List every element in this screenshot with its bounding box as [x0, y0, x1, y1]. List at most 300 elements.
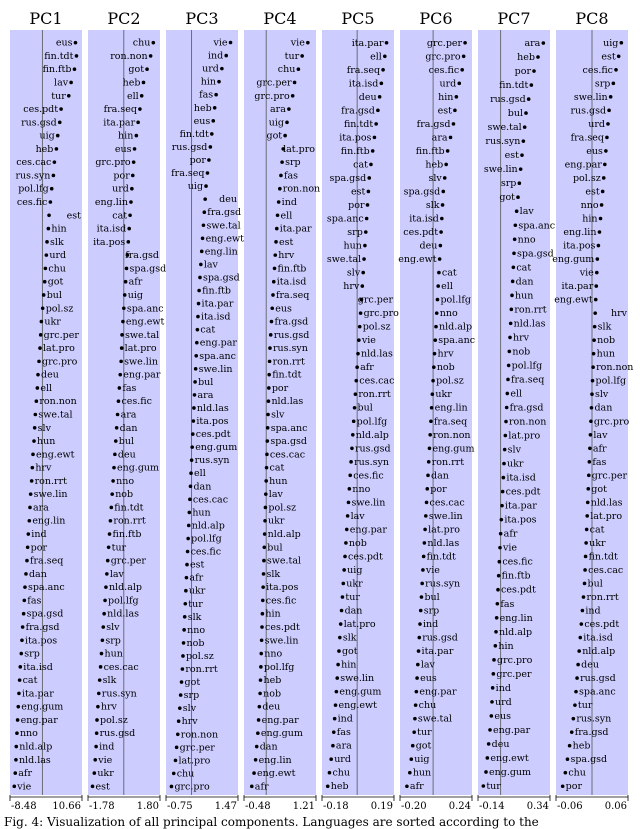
point-label: grc.per [43, 329, 79, 341]
point-label: lav [203, 259, 218, 271]
point-label: heb [517, 52, 535, 64]
data-point [597, 244, 601, 248]
data-point [332, 730, 336, 734]
data-point [585, 528, 589, 532]
data-point [33, 426, 37, 430]
point-label: hin [51, 223, 67, 235]
point-label: cat [589, 524, 605, 536]
data-point [408, 771, 412, 775]
point-label: ind [31, 529, 47, 541]
data-point [152, 41, 156, 45]
data-point [574, 690, 578, 694]
data-point [527, 97, 531, 101]
data-point [499, 532, 503, 536]
point-label: nld.alp [108, 582, 142, 594]
point-label: grc.pro [593, 416, 630, 428]
point-label: fin.ftb [277, 263, 307, 275]
point-label: eng.lin [204, 246, 238, 258]
point-label: fra.gsd [207, 207, 242, 219]
data-point [259, 652, 263, 656]
point-label: pol.sz [436, 375, 464, 387]
point-label: nld.alp [267, 529, 301, 541]
point-label: ind [495, 682, 511, 694]
point-label: ell [510, 388, 523, 400]
data-point [18, 665, 22, 669]
data-point [583, 582, 587, 586]
data-point [262, 572, 266, 576]
point-label: ita.pos [24, 635, 58, 647]
data-point [193, 380, 197, 384]
point-label: spa.gsd [570, 754, 608, 766]
point-label: got [184, 677, 201, 689]
point-label: heb [193, 102, 212, 114]
point-label: eng.lin [563, 227, 597, 239]
point-label: uig [39, 130, 55, 142]
data-point [371, 149, 375, 153]
data-point [338, 636, 342, 640]
data-point [192, 406, 196, 410]
point-label: ara [197, 389, 214, 401]
data-point [254, 758, 258, 762]
point-label: spa.gsd [26, 608, 64, 620]
point-label: nld.las [361, 348, 393, 360]
point-label: eng.gum [21, 701, 64, 713]
point-label: pol.lfg [263, 661, 295, 673]
data-point [614, 68, 618, 72]
data-point [178, 706, 182, 710]
point-label: pol.lfg [511, 360, 543, 372]
data-point [22, 612, 26, 616]
data-point [590, 406, 594, 410]
data-point [418, 622, 422, 626]
point-label: tur [188, 598, 203, 610]
data-point [49, 200, 53, 204]
data-point [44, 267, 48, 271]
point-label: ces.cac [269, 449, 306, 461]
data-point [116, 413, 120, 417]
data-point [435, 311, 439, 315]
point-label: ces.fic [353, 470, 384, 482]
data-point [103, 599, 107, 603]
point-label: grc.pro [42, 356, 78, 368]
data-point [203, 210, 207, 214]
panel-6 [398, 9, 475, 812]
point-label: heb [263, 675, 282, 687]
data-point [510, 308, 514, 312]
data-point [19, 652, 23, 656]
data-point [192, 419, 196, 423]
point-label: dan [28, 568, 47, 580]
point-label: hun [269, 475, 288, 487]
point-label: ita.isd [583, 632, 613, 644]
point-label: fra.gsd [25, 621, 60, 633]
data-point [220, 67, 224, 71]
data-point [412, 730, 416, 734]
point-label: bul [587, 578, 603, 590]
panel-title: PC1 [29, 9, 63, 28]
point-label: pol.lfg [595, 375, 627, 387]
data-point [607, 109, 611, 113]
data-point [463, 41, 467, 45]
data-point [31, 466, 35, 470]
point-label: cat [269, 462, 285, 474]
point-label: nno [19, 728, 38, 740]
point-label: nld.las [271, 396, 304, 408]
point-label: hun [192, 507, 211, 519]
data-point [523, 125, 527, 129]
tick-label-max: 1.21 [292, 801, 315, 812]
point-label: por [189, 154, 206, 166]
point-label: dan [431, 470, 449, 482]
data-point [350, 446, 354, 450]
point-label: est [279, 236, 294, 248]
point-label: swe.tal [38, 409, 73, 421]
data-point [112, 466, 116, 470]
data-point [359, 311, 363, 315]
data-point [193, 393, 197, 397]
point-label: fra.seq [346, 64, 381, 76]
data-point [69, 81, 73, 85]
tick-label-min: -0.48 [245, 801, 271, 812]
point-label: vie [361, 335, 376, 347]
tick-label-min: -0.18 [323, 801, 349, 812]
data-point [55, 147, 59, 151]
point-label: got [266, 130, 283, 142]
point-label: grc.pro [95, 157, 131, 169]
point-label: slk [342, 632, 357, 644]
data-point [262, 546, 266, 550]
point-label: got [499, 192, 515, 204]
point-label: fin.tdt [499, 80, 529, 92]
data-point [591, 379, 595, 383]
data-point [210, 132, 214, 136]
point-label: ara [120, 409, 137, 421]
point-label: spa.anc [438, 335, 476, 347]
data-point [345, 528, 349, 532]
data-point [439, 230, 443, 234]
point-label: ces.pdt [403, 227, 439, 239]
data-point [37, 360, 41, 364]
point-label: deu [41, 369, 59, 381]
data-point [34, 413, 38, 417]
data-point [509, 322, 513, 326]
point-label: fra.seq [103, 104, 137, 116]
data-point [181, 654, 185, 658]
point-label: hin [341, 659, 357, 671]
data-point [341, 582, 345, 586]
point-label: ind [207, 50, 224, 62]
point-label: swe.lin [351, 497, 386, 509]
data-point [279, 174, 283, 178]
point-label: grc.per [357, 294, 393, 306]
point-label: tur [417, 727, 432, 739]
data-point [118, 386, 122, 390]
point-label: nld.las [107, 608, 140, 620]
point-label: rus.syn [576, 713, 612, 725]
data-point [59, 107, 63, 111]
point-label: ita.isd [23, 661, 53, 673]
data-point [285, 121, 289, 125]
data-point [326, 784, 330, 788]
data-point [98, 678, 102, 682]
point-label: hrv [513, 332, 530, 344]
data-point [190, 445, 194, 449]
data-point [145, 67, 149, 71]
point-label: hun [104, 648, 123, 660]
point-label: eng.gum [552, 254, 595, 266]
data-point [609, 95, 613, 99]
data-point [28, 506, 32, 510]
point-label: eus [420, 673, 437, 685]
point-label: afr [360, 362, 374, 374]
data-point [589, 419, 593, 423]
data-point [329, 757, 333, 761]
data-point [519, 167, 523, 171]
point-label: srp [423, 605, 440, 617]
data-point [524, 111, 528, 115]
data-point [41, 306, 45, 310]
point-label: est [190, 559, 205, 571]
point-label: lav [420, 659, 435, 671]
point-label: ces.pdt [23, 104, 59, 116]
point-label: ita.pos [563, 240, 596, 252]
point-label: lav [54, 77, 69, 89]
data-point [101, 625, 105, 629]
data-point [358, 325, 362, 329]
data-point [347, 501, 351, 505]
point-label: got [128, 64, 145, 76]
point-label: lat.pro [283, 143, 315, 155]
data-point [585, 514, 589, 518]
data-point [498, 560, 502, 564]
data-point [175, 746, 179, 750]
data-point [267, 373, 271, 377]
point-label: ces.fic [265, 595, 297, 607]
data-point [433, 352, 437, 356]
point-label: rus.syn [354, 456, 390, 468]
data-point [264, 506, 268, 510]
data-point [211, 119, 215, 123]
point-label: tur [345, 591, 360, 603]
data-point [376, 109, 380, 113]
point-label: fra.seq [433, 416, 468, 428]
point-label: got [341, 646, 358, 658]
data-point [29, 492, 33, 496]
point-label: ind [585, 605, 601, 617]
data-point [429, 419, 433, 423]
data-point [604, 149, 608, 153]
point-label: eng.lin [499, 612, 533, 624]
point-label: por [348, 199, 365, 211]
data-point [170, 785, 174, 789]
data-point [28, 519, 32, 523]
point-label: lav [350, 510, 365, 522]
data-point [455, 95, 459, 99]
point-label: slk [50, 236, 64, 248]
point-label: fas [27, 595, 42, 607]
point-label: nob [597, 335, 616, 347]
data-point [380, 82, 384, 86]
point-label: fra.gsd [125, 250, 159, 262]
point-label: deu [491, 738, 510, 750]
data-point [107, 546, 111, 550]
data-point [270, 306, 274, 310]
data-point [12, 785, 16, 789]
data-point [91, 785, 95, 789]
point-label: pol.sz [572, 172, 601, 184]
point-label: ita.isd [409, 213, 439, 225]
data-point [342, 568, 346, 572]
data-point [348, 474, 352, 478]
point-label: nld.las [18, 754, 51, 766]
data-point [433, 338, 437, 342]
point-label: urd [49, 250, 67, 262]
point-label: ita.pos [266, 582, 299, 594]
data-point [581, 609, 585, 613]
data-point [598, 230, 602, 234]
point-label: slk [597, 321, 612, 333]
point-label: slk [187, 611, 202, 623]
data-point [606, 122, 610, 126]
data-point [507, 364, 511, 368]
point-label: ita.pos [504, 514, 537, 526]
data-point [203, 197, 207, 201]
data-point [577, 649, 581, 653]
data-point [274, 240, 278, 244]
data-point [135, 134, 139, 138]
point-label: nob [186, 637, 205, 649]
point-label: ron.non [509, 416, 547, 428]
point-label: ces.cac [16, 157, 52, 169]
data-point [504, 434, 508, 438]
data-point [588, 446, 592, 450]
point-label: grc.pro [497, 654, 533, 666]
data-point [209, 145, 213, 149]
point-label: ces.pdt [505, 486, 541, 498]
point-label: ell [194, 468, 206, 480]
point-label: dan [119, 422, 138, 434]
data-point [364, 230, 368, 234]
data-point [278, 187, 282, 191]
point-label: grc.per [256, 77, 292, 89]
point-label: fra.gsd [509, 402, 544, 414]
data-point [99, 665, 103, 669]
data-point [444, 163, 448, 167]
point-label: ces.pdt [584, 619, 620, 631]
data-point [584, 555, 588, 559]
point-label: ita.isd [348, 78, 379, 90]
point-label: ron.rrt [514, 304, 547, 316]
data-point [414, 703, 418, 707]
point-label: afr [18, 768, 33, 780]
point-label: ces.fic [121, 396, 152, 408]
point-label: heb [122, 77, 141, 89]
data-point [259, 665, 263, 669]
data-point [195, 341, 199, 345]
point-label: est [95, 781, 110, 793]
data-point [21, 625, 25, 629]
point-label: swe.lin [340, 673, 375, 685]
data-point [182, 628, 186, 632]
point-label: nld.las [590, 497, 623, 509]
point-label: cat [441, 267, 457, 279]
point-label: ron.non [39, 396, 77, 408]
point-label: spa.gsd [129, 263, 167, 275]
data-point [297, 67, 301, 71]
point-label: bul [424, 591, 440, 603]
point-label: swe.tal [125, 329, 160, 341]
point-label: nld.alp [19, 741, 53, 753]
data-point [136, 121, 140, 125]
point-label: ron.rrt [185, 664, 218, 676]
data-point [431, 379, 435, 383]
data-point [280, 160, 284, 164]
point-label: hin [498, 640, 514, 652]
point-label: eng.par [20, 714, 58, 726]
point-label: rus.syn [485, 136, 521, 148]
data-point [591, 365, 595, 369]
point-label: ita.par [561, 281, 594, 293]
point-label: vie [98, 754, 113, 766]
point-label: fas [283, 170, 299, 182]
point-label: ces.cac [429, 497, 465, 509]
point-label: ita.par [505, 500, 537, 512]
data-point [176, 732, 180, 736]
data-point [74, 41, 78, 45]
data-point [333, 717, 337, 721]
data-point [415, 676, 419, 680]
point-label: fas [592, 456, 607, 468]
data-point [425, 487, 429, 491]
data-point [496, 588, 500, 592]
point-label: ron.non [282, 183, 321, 195]
data-point [250, 785, 254, 789]
point-label: tur [486, 780, 501, 792]
data-point [117, 399, 121, 403]
data-point [35, 399, 39, 403]
data-point [111, 479, 115, 483]
point-label: ita.par [279, 223, 312, 235]
panel-title: PC8 [575, 9, 609, 28]
data-point [198, 276, 202, 280]
point-label: swe.tal [266, 555, 302, 567]
data-point [378, 95, 382, 99]
data-point [95, 718, 99, 722]
tick-label-min: -0.20 [401, 801, 427, 812]
data-point [409, 757, 413, 761]
point-label: hin [200, 76, 217, 88]
data-point [594, 284, 598, 288]
point-label: pol.lfg [108, 595, 139, 607]
point-label: ind [99, 741, 115, 753]
point-label: afr [409, 781, 424, 793]
point-label: srp [594, 78, 611, 90]
data-point [14, 758, 18, 762]
data-point [124, 280, 128, 284]
data-point [269, 333, 273, 337]
tick-label-min: -8.48 [11, 801, 37, 812]
point-label: ron.non [596, 362, 634, 374]
point-label: nld.alp [439, 321, 473, 333]
point-label: chu [132, 37, 151, 49]
panel-5 [322, 9, 399, 812]
point-label: slv [595, 389, 609, 401]
data-point [97, 692, 101, 696]
point-label: eng.ewt [35, 449, 75, 461]
point-label: nld.las [427, 537, 460, 549]
data-point [275, 227, 279, 231]
data-point [123, 293, 127, 297]
